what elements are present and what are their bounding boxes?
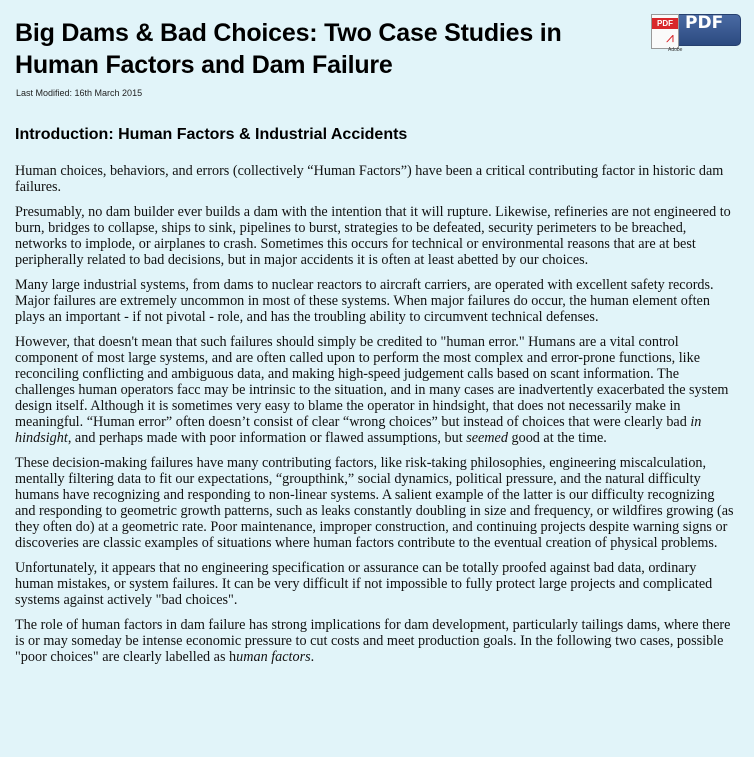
pdf-download-button[interactable] bbox=[643, 9, 741, 53]
paragraph-text: , and perhaps made with poor information or flawed assumptions, but bbox=[67, 430, 467, 446]
emphasis-in-hindsight: in hindsight bbox=[15, 414, 702, 446]
adobe-label: Adobe bbox=[668, 47, 683, 53]
paragraph-text: . bbox=[310, 649, 315, 665]
article-body bbox=[15, 163, 735, 674]
paragraph-text: The role of human factors in dam failure has strong implications for dam development, particularly tailings dams, where there is or may someday be intense economic pressure to cut costs and meet production goals. In the following two cases, possible "poor choices" are clearly labelled as h bbox=[15, 617, 731, 665]
page-title: Big Dams & Bad Choices: Two Case Studies in Human Factors and Dam Failure bbox=[15, 19, 562, 79]
paragraph-text: However, that doesn't mean that such failures should simply be credited to "human error." Humans are a vital control component of most large systems, and are often called upon to perform the most complex and error-prone functions, like reconciling conflicting and ambiguous data, and making high-speed judgement calls based on scant information. The challenges human operators facc may be intrinsic to the situation, and in many cases are inadvertently exacerbated the system design itself. Although it is sometimes very easy to blame the operator in hindsight, that does not necessarily make in meaningful. “Human error” often doesn’t consist of clear “wrong choices” but instead of choices that were clearly bad bbox=[15, 334, 729, 430]
emphasis-seemed: seemed bbox=[466, 430, 508, 446]
paragraph: Unfortunately, it appears that no engineering specification or assurance can be totally proofed against bad data, ordinary human mistakes, or system failures. It can be very difficult if not impossible to fully protect large projects and complicated systems against actively "bad choices". bbox=[15, 560, 713, 608]
pdf-document-icon bbox=[651, 14, 683, 53]
paragraph bbox=[15, 334, 735, 446]
pdf-icon-tag: PDF bbox=[652, 18, 678, 29]
paragraph-text: good at the time. bbox=[507, 430, 607, 446]
paragraph: Human choices, behaviors, and errors (collectively “Human Factors”) have been a critical contributing factor in historic dam failures. bbox=[15, 163, 724, 195]
acrobat-swirl-icon: ⩘ bbox=[666, 30, 674, 46]
last-modified-date: Last Modified: 16th March 2015 bbox=[16, 88, 143, 98]
paragraph: Presumably, no dam builder ever builds a dam with the intention that it will rupture. Likewise, refineries are not engineered to burn, bridges to collapse, ships to sink, pipelines to burst, strategies to be defeated, security perimeters to be breached, networks to implode, or airplanes to crash. Sometimes this occurs for technical or environmental reasons that are at best peripherally related to bad decisions, but in major accidents it is often at least abetted by our choices. bbox=[15, 204, 731, 268]
paragraph: Many large industrial systems, from dams to nuclear reactors to aircraft carriers, are operated with excellent safety records. Major failures are extremely uncommon in most of these systems. When major failures do occur, the human element often plays an important - if not pivotal - role, and has the troubling ability to circumvent technical defenses. bbox=[15, 277, 714, 325]
pdf-button-label[interactable]: PDF bbox=[685, 13, 724, 33]
emphasis-human-factors: uman factors bbox=[236, 649, 311, 665]
paragraph: These decision-making failures have many contributing factors, like risk-taking philosophies, engineering miscalculation, mentally filtering data to fit our expectations, “groupthink,” social dynamics, political pressure, and the natural difficulty humans have recognizing and responding to non-linear systems. A salient example of the latter is our difficulty recognizing and responding to geometric growth patterns, such as leaks constantly doubling in size and frequency, or wildfires growing (as they often do) at a geometric rate. Poor maintenance, improper construction, and continuing projects despite warning signs or discoveries are classic examples of situations where human factors contribute to the eventual creation of physical problems. bbox=[15, 455, 734, 551]
section-heading: Introduction: Human Factors & Industrial Accidents bbox=[15, 126, 408, 143]
paragraph bbox=[15, 617, 735, 665]
